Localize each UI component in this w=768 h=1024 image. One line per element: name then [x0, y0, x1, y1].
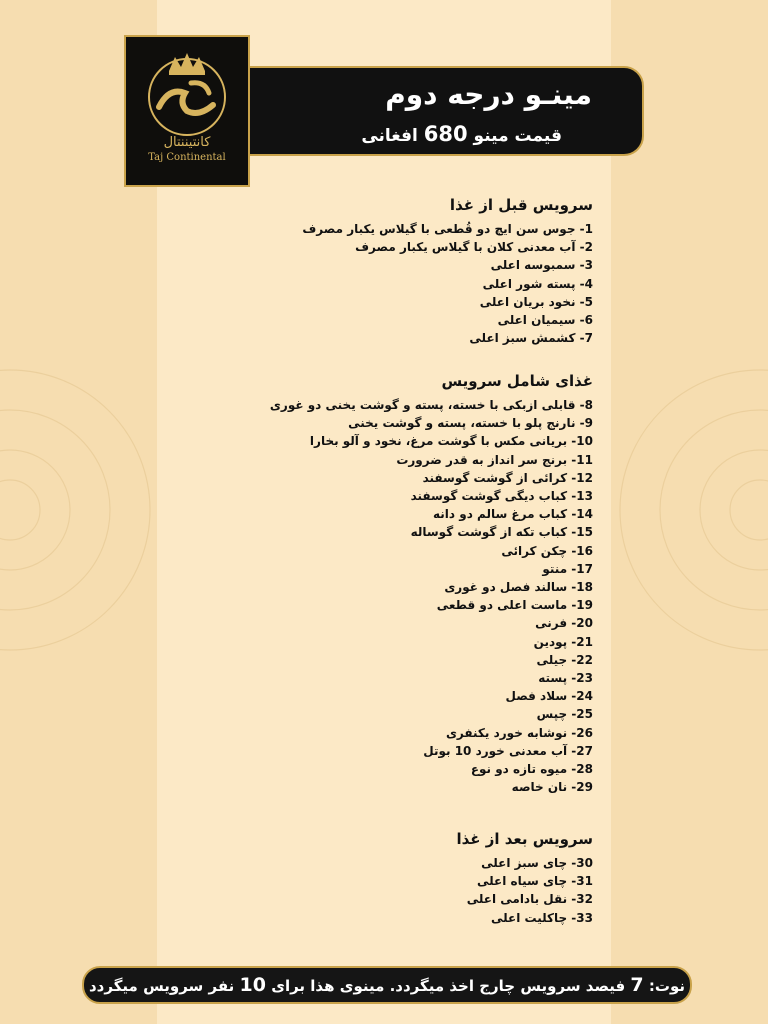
- list-item: 4- پسته شور اعلی: [482, 276, 593, 291]
- list-item: 5- نخود بریان اعلی: [479, 294, 593, 309]
- price-suffix: افغانی: [361, 126, 418, 146]
- taj-continental-logo: [124, 35, 250, 187]
- list-item: 32- نقل بادامی اعلی: [466, 892, 593, 907]
- list-item: 20- فرنی: [535, 616, 593, 631]
- list-item: 12- کرائی از گوشت گوسفند: [422, 470, 593, 485]
- list-item: 29- نان خاصه: [511, 780, 593, 795]
- list-item: 22- جیلی: [536, 652, 593, 667]
- section-title: غذای شامل سرویس: [441, 372, 593, 390]
- note-part-1: نوت:: [643, 977, 685, 995]
- price-prefix: قیمت مینو: [473, 126, 562, 146]
- list-item: 6- سیمیان اعلی: [497, 313, 593, 328]
- list-item: 33- چاکلیت اعلی: [490, 910, 593, 925]
- list-item: 10- بریانی مکس با گوشت مرغ، نخود و آلو بخارا: [309, 434, 593, 449]
- list-item: 17- منتو: [542, 561, 593, 576]
- note-number-2: 10: [239, 974, 266, 996]
- logo-persian-text: کانتیننتال: [163, 135, 211, 150]
- list-item: 14- کباب مرغ سالم دو دانه: [433, 507, 593, 522]
- list-item: 26- نوشابه خورد یکنفری: [445, 725, 593, 740]
- list-item: 1- جوس سن ایچ دو قُطعی با گیلاس یکبار مصرف: [302, 222, 593, 236]
- right-mandala-ornament: [600, 310, 768, 710]
- left-mandala-ornament: [0, 310, 170, 710]
- note-part-3: نفر سرویس میگردد: [88, 977, 240, 995]
- footer-note: [82, 966, 692, 1004]
- list-item: 25- چپس: [536, 707, 593, 722]
- note-number-1: 7: [630, 974, 644, 996]
- section-title: سرویس بعد از غذا: [456, 830, 593, 848]
- note-part-2: فیصد سرویس چارج اخذ میگردد. مینوی هذا برای: [265, 977, 631, 995]
- list-item: 21- پودین: [533, 634, 593, 649]
- list-item: 19- ماست اعلی دو قطعی: [436, 598, 593, 613]
- list-item: 31- چای سیاه اعلی: [476, 874, 593, 889]
- menu-title-bar: [232, 66, 644, 156]
- list-item: 13- کباب دیگی گوشت گوسفند: [410, 489, 593, 504]
- list-item: 9- نارنج پلو با خسته، پسته و گوشت یخنی: [348, 416, 593, 431]
- list-item: 3- سمبوسه اعلی: [490, 258, 593, 273]
- section-main-meal: [153, 372, 593, 796]
- price-value: 680: [423, 122, 468, 146]
- list-item: 27- آب معدنی خورد 10 بوتل: [423, 743, 593, 758]
- list-item: 18- سالند فصل دو غوری: [444, 580, 593, 595]
- list-item: 11- برنج سر انداز به قدر ضرورت: [396, 452, 593, 467]
- list-item: 24- سلاد فصل: [505, 689, 593, 704]
- list-item: 2- آب معدنی کلان با گیلاس یکبار مصرف: [355, 240, 593, 255]
- section-title: سرویس قبل از غذا: [449, 196, 593, 214]
- section-after-meal: [153, 830, 593, 927]
- logo-english-text: Taj Continental: [148, 152, 226, 163]
- list-item: 23- پسته: [538, 671, 593, 686]
- list-item: 16- چکن کرائی: [501, 543, 593, 558]
- list-item: 15- کباب تکه از گوشت گوساله: [410, 525, 593, 540]
- section-before-meal: [153, 196, 593, 347]
- crown-icon: [139, 47, 235, 139]
- list-item: 8- قابلی ازبکی با خسته، پسته و گوشت یخنی دو غوری: [269, 398, 593, 412]
- list-item: 7- کشمش سبز اعلی: [469, 331, 593, 346]
- menu-price: [361, 122, 562, 146]
- menu-title: مینـو درجه دوم: [385, 78, 592, 111]
- list-item: 28- میوه تازه دو نوع: [470, 762, 593, 777]
- list-item: 30- چای سبز اعلی: [481, 856, 593, 870]
